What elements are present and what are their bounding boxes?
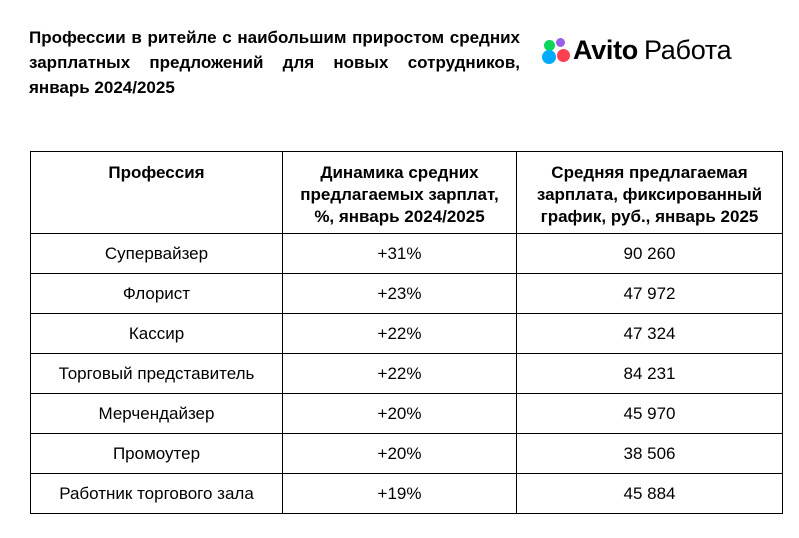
header-profession: Профессия [31,152,283,234]
salary-table [30,151,783,514]
cell-growth: +22% [283,314,517,354]
page-title: Профессии в ритейле с наибольшим приростом средних зарплатных предложений для новых сотрудников, январь 2024/2025 [29,28,520,97]
cell-salary: 45 970 [517,394,783,434]
table-header-row [31,152,783,234]
table-row [31,354,783,394]
table-row [31,234,783,274]
table-row [31,434,783,474]
logo-dot-purple [556,38,565,47]
cell-growth: +31% [283,234,517,274]
cell-growth: +20% [283,434,517,474]
cell-growth: +19% [283,474,517,514]
logo-product: Работа [644,35,732,65]
logo-text [573,33,731,67]
cell-growth: +20% [283,394,517,434]
cell-salary: 90 260 [517,234,783,274]
cell-profession: Промоутер [31,434,283,474]
cell-salary: 84 231 [517,354,783,394]
cell-salary: 38 506 [517,434,783,474]
cell-profession: Торговый представитель [31,354,283,394]
table-row [31,314,783,354]
header-growth: Динамика средних предлагаемых зарплат, %, январь 2024/2025 [283,152,517,234]
cell-profession: Супервайзер [31,234,283,274]
table-row [31,394,783,434]
table-row [31,274,783,314]
header-salary: Средняя предлагаемая зарплата, фиксированный график, руб., январь 2025 [517,152,783,234]
logo-dot-red [557,49,570,62]
cell-salary: 45 884 [517,474,783,514]
cell-profession: Мерчендайзер [31,394,283,434]
cell-profession: Флорист [31,274,283,314]
cell-growth: +22% [283,354,517,394]
cell-profession: Кассир [31,314,283,354]
cell-profession: Работник торгового зала [31,474,283,514]
table-row [31,474,783,514]
cell-growth: +23% [283,274,517,314]
avito-dots-icon [541,35,571,65]
cell-salary: 47 324 [517,314,783,354]
cell-salary: 47 972 [517,274,783,314]
logo-dot-blue [542,50,556,64]
avito-work-logo [541,33,731,67]
logo-brand: Avito [573,35,638,65]
